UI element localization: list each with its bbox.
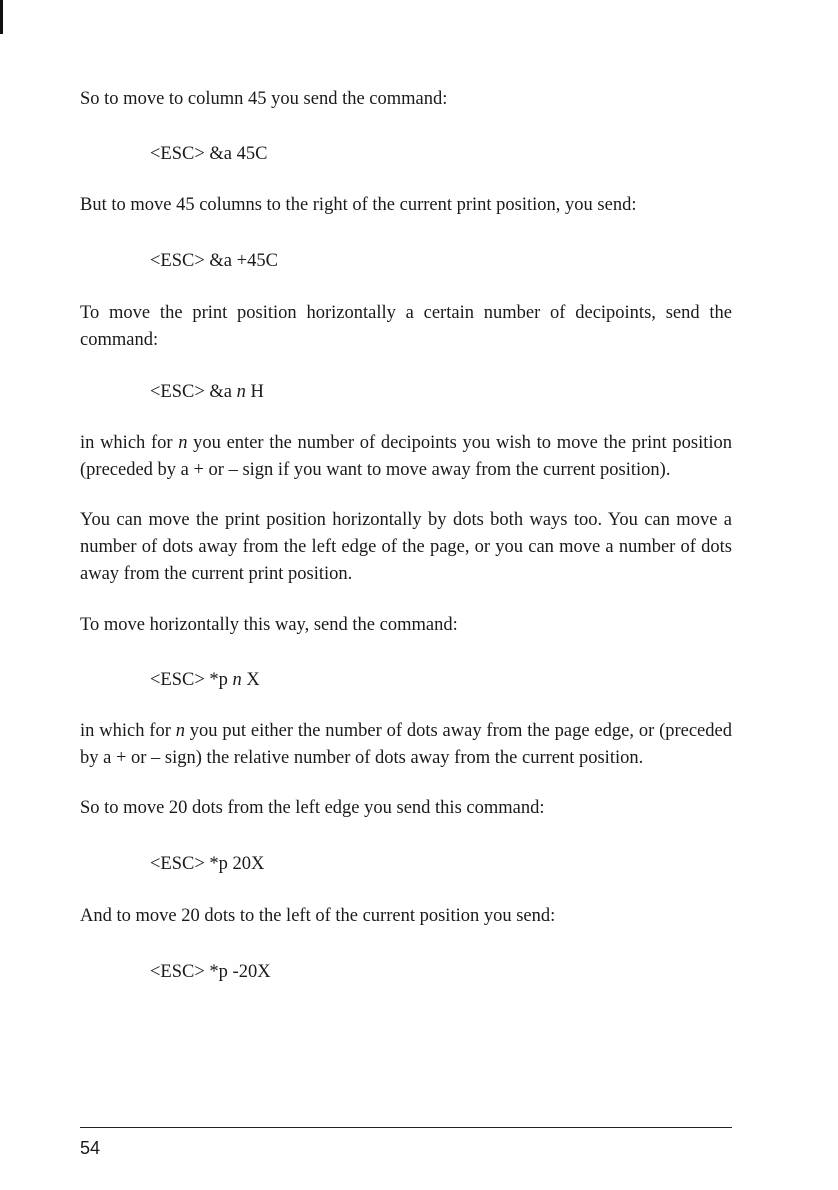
command-line: <ESC> *p 20X <box>150 854 265 874</box>
command-line: <ESC> &a n H <box>150 382 264 402</box>
command-line: <ESC> *p n X <box>150 670 260 690</box>
paragraph: So to move to column 45 you send the command: <box>80 89 448 109</box>
command-line: <ESC> *p -20X <box>150 962 271 982</box>
paragraph: To move the print position horizontally a certain number of decipoints, send the command: <box>80 303 732 350</box>
page-body <box>80 86 732 986</box>
paragraph: But to move 45 columns to the right of the current print position, you send: <box>80 195 637 215</box>
paragraph: To move horizontally this way, send the command: <box>80 615 458 635</box>
scan-edge-mark <box>0 0 3 34</box>
paragraph: And to move 20 dots to the left of the current position you send: <box>80 906 556 926</box>
footer-rule <box>80 1127 732 1128</box>
paragraph: You can move the print position horizontally by dots both ways too. You can move a number of dots away from the left edge of the page, or you can move a number of dots away from the current print position. <box>80 510 732 584</box>
command-line: <ESC> &a 45C <box>150 144 268 164</box>
paragraph: in which for n you enter the number of decipoints you wish to move the print position (preceded by a + or – sign if you want to move away from the current position). <box>80 433 732 480</box>
paragraph: So to move 20 dots from the left edge you send this command: <box>80 798 545 818</box>
page-number: 54 <box>80 1138 101 1158</box>
paragraph: in which for n you put either the number of dots away from the page edge, or (preceded by a + or – sign) the relative number of dots away from the current position. <box>80 721 732 768</box>
command-line: <ESC> &a +45C <box>150 251 278 271</box>
